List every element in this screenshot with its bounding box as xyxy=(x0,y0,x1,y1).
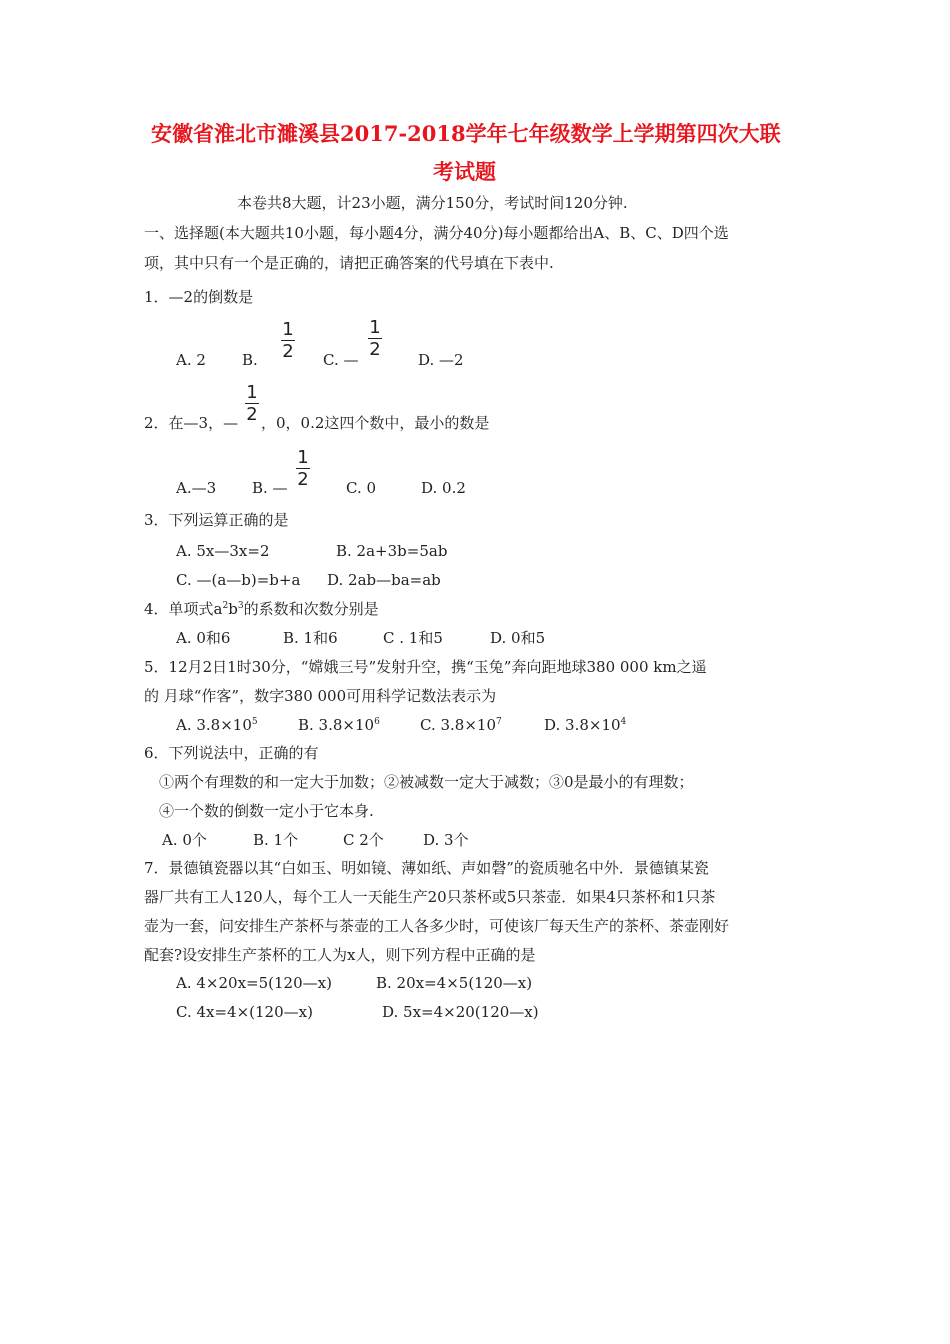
q2-stem-frac-num: 1 xyxy=(246,382,258,403)
q3-option-a: A. 5x—3x=2 xyxy=(176,542,270,560)
q2-stem-post: ，0，0.2这四个数中，最小的数是 xyxy=(261,414,490,432)
q2-option-b: B. — xyxy=(252,479,288,497)
section1-line1: 一、选择题(本大题共10小题，每小题4分，满分40分)每小题都给出A、B、C、D四个选 xyxy=(144,224,729,242)
q1-option-c: C. — xyxy=(323,351,359,369)
q6-line1: ①两个有理数的和一定大于加数；②被减数一定大于减数；③0是最小的有理数； xyxy=(159,773,694,791)
q5-line2: 的 月球“作客”，数字380 000可用科学记数法表示为 xyxy=(144,687,497,705)
q6-option-c: C 2个 xyxy=(343,831,384,849)
q1-b-frac-den: 2 xyxy=(282,341,294,363)
q4-stem xyxy=(144,599,379,619)
q5-option-d xyxy=(544,715,626,735)
q1-option-a: A. 2 xyxy=(176,351,206,369)
q2-stem-pre: 2．在—3，— xyxy=(144,414,239,432)
section1-line2: 项，其中只有一个是正确的，请把正确答案的代号填在下表中. xyxy=(144,254,554,272)
q5-option-a xyxy=(176,715,258,735)
q4-option-c: C . 1和5 xyxy=(383,629,443,647)
page-title-line1: 安徽省淮北市濉溪县2017-2018学年七年级数学上学期第四次大联 xyxy=(151,121,781,146)
q6-option-d: D. 3个 xyxy=(423,831,469,849)
q3-option-b: B. 2a+3b=5ab xyxy=(336,542,448,560)
exam-intro: 本卷共8大题，计23小题，满分150分，考试时间120分钟. xyxy=(237,194,628,212)
q2-stem-frac-den: 2 xyxy=(246,404,258,426)
q1-c-fraction xyxy=(368,318,382,359)
q3-option-c: C. —(a—b)=b+a xyxy=(176,571,301,589)
q7-option-d: D. 5x=4×20(120—x) xyxy=(382,1003,539,1021)
q5-option-d-exp: 4 xyxy=(620,717,627,727)
q4-option-b: B. 1和6 xyxy=(283,629,338,647)
q7-line3: 壶为一套，问安排生产茶杯与茶壶的工人各多少时，可使该厂每天生产的茶杯、茶壶刚好 xyxy=(144,917,730,935)
q3-option-d: D. 2ab—ba=ab xyxy=(327,571,441,589)
q1-option-b: B. xyxy=(242,351,258,369)
q7-option-b: B. 20x=4×5(120—x) xyxy=(376,974,533,992)
page-title-line2: 考试题 xyxy=(433,159,496,184)
q6-option-a: A. 0个 xyxy=(162,831,207,849)
q7-option-c: C. 4x=4×(120—x) xyxy=(176,1003,313,1021)
q5-option-c xyxy=(420,715,502,735)
q7-line1: 7．景德镇瓷器以其“白如玉、明如镜、薄如纸、声如磬”的瓷质驰名中外．景德镇某瓷 xyxy=(144,859,709,877)
q2-option-d: D. 0.2 xyxy=(421,479,466,497)
q5-option-b-exp: 6 xyxy=(374,717,380,727)
q2-stem-fraction xyxy=(245,383,259,424)
q5-option-a-base: A. 3.8×10 xyxy=(176,716,252,734)
q5-option-c-base: C. 3.8×10 xyxy=(420,716,496,734)
q5-option-b-base: B. 3.8×10 xyxy=(298,716,375,734)
q2-b-frac-den: 2 xyxy=(297,469,309,491)
q2-option-c: C. 0 xyxy=(346,479,377,497)
q3-stem: 3．下列运算正确的是 xyxy=(144,511,289,529)
q4-stem-pre: 4．单项式a xyxy=(144,600,223,618)
q1-c-frac-den: 2 xyxy=(369,339,381,361)
q4-stem-post: 的系数和次数分别是 xyxy=(243,600,379,618)
q4-option-d: D. 0和5 xyxy=(490,629,546,647)
q6-line2: ④一个数的倒数一定小于它本身. xyxy=(159,802,374,820)
q4-sup-b: 3 xyxy=(237,601,244,611)
q4-stem-b: b xyxy=(228,600,238,618)
q5-option-a-exp: 5 xyxy=(251,717,258,727)
q6-stem: 6．下列说法中，正确的有 xyxy=(144,744,319,762)
q1-stem: 1．—2的倒数是 xyxy=(144,288,254,306)
q6-option-b: B. 1个 xyxy=(253,831,299,849)
q1-c-frac-num: 1 xyxy=(369,317,381,338)
q4-sup-a: 2 xyxy=(222,601,229,611)
q1-option-d: D. —2 xyxy=(418,351,464,369)
q7-option-a: A. 4×20x=5(120—x) xyxy=(176,974,332,992)
q2-b-fraction xyxy=(296,448,310,489)
q2-b-frac-num: 1 xyxy=(297,447,309,468)
q4-option-a: A. 0和6 xyxy=(176,629,231,647)
q7-line4: 配套?设安排生产茶杯的工人为x人，则下列方程中正确的是 xyxy=(144,946,536,964)
q5-option-d-base: D. 3.8×10 xyxy=(544,716,621,734)
q1-b-frac-num: 1 xyxy=(282,319,294,340)
q5-option-b xyxy=(298,715,380,735)
q2-option-a: A.—3 xyxy=(176,479,217,497)
q1-b-fraction xyxy=(281,320,295,361)
q5-option-c-exp: 7 xyxy=(496,717,502,727)
q5-line1: 5．12月2日1时30分，“嫦娥三号”发射升空，携“玉兔”奔向距地球380 000 km之遥 xyxy=(144,658,707,676)
q7-line2: 器厂共有工人120人，每个工人一天能生产20只茶杯或5只茶壶．如果4只茶杯和1只茶 xyxy=(144,888,716,906)
